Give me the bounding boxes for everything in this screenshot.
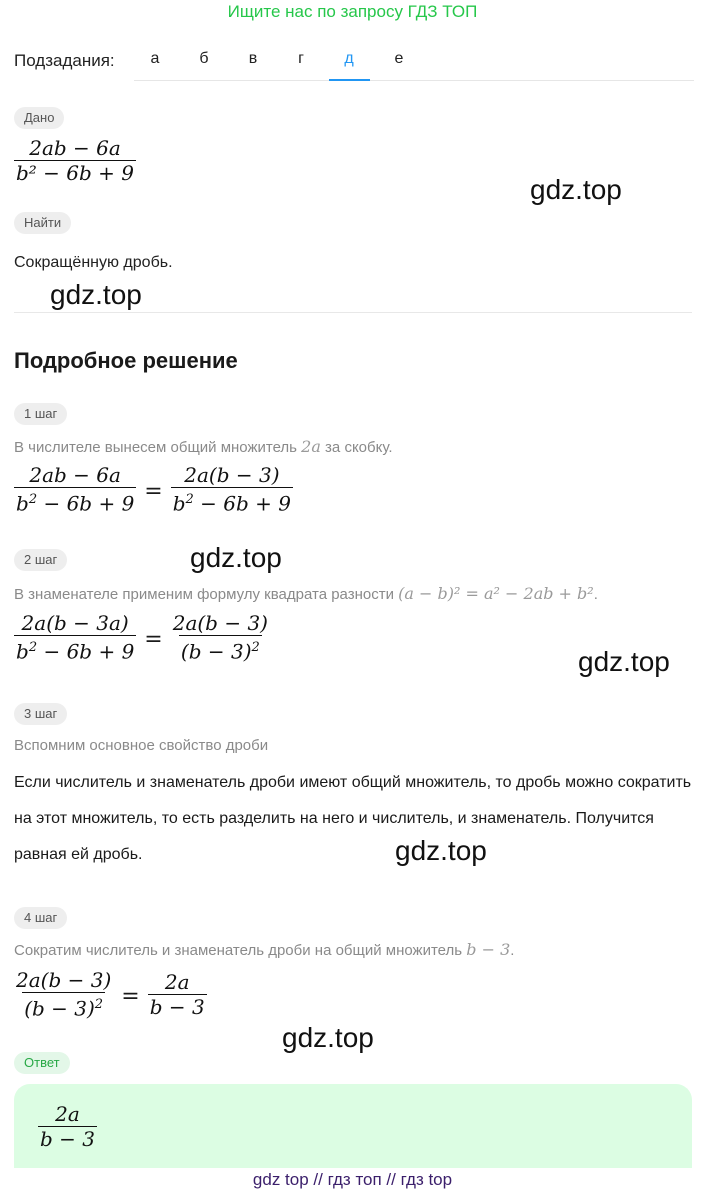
step-4-hint-text: Сократим числитель и знаменатель дроби на общий множитель bbox=[14, 942, 467, 959]
step-2-equation: $\frac{2a(b - 3a)}{b^2 - 6b + 9}$ = $\frac{2a(b - 3)}{(b - 3)^2}$ bbox=[16, 611, 268, 664]
step-1-hint-end: за скобку. bbox=[320, 439, 393, 456]
step-2-hint-text: В знаменателе применим формулу квадрата разности bbox=[14, 586, 399, 603]
find-badge: Найти bbox=[14, 212, 71, 234]
active-tab-indicator bbox=[329, 79, 370, 81]
given-badge: Дано bbox=[14, 107, 64, 129]
subtasks-label: Подзадания: bbox=[14, 51, 115, 70]
answer-denominator: b − 3 bbox=[40, 1127, 95, 1151]
step-1-equation: $\frac{2ab - 6a}{b^2 - 6b + 9}$ = $\frac{2a(b - 3)}{b^2 - 6b + 9}$ bbox=[16, 463, 292, 516]
subtasks-tabs bbox=[134, 46, 694, 81]
answer-box bbox=[14, 1084, 692, 1168]
step-3-rule: Если числитель и знаменатель дроби имеют общий множитель, то дробь можно сократить на этот множитель, то есть разделить на него и числитель, и знаменатель. Получится равная ей дробь. bbox=[14, 774, 692, 863]
tab-g[interactable]: г bbox=[298, 50, 304, 67]
step-1-hint-text: В числителе вынесем общий множитель bbox=[14, 439, 302, 456]
step-2-hint bbox=[14, 584, 598, 603]
tab-e[interactable]: е bbox=[394, 50, 404, 67]
step-1-hint-math: 2a bbox=[301, 437, 321, 456]
solution-title: Подробное решение bbox=[14, 348, 238, 373]
step-4-hint-math: b − 3 bbox=[466, 940, 511, 959]
step-3-hint: Вспомним основное свойство дроби bbox=[14, 737, 269, 754]
tab-v[interactable]: в bbox=[248, 50, 258, 67]
tab-d[interactable]: д bbox=[344, 50, 354, 67]
given-fraction bbox=[14, 136, 136, 185]
section-divider bbox=[14, 312, 692, 313]
step-4-badge: 4 шаг bbox=[14, 907, 67, 929]
watermark: gdz.top bbox=[190, 542, 282, 573]
watermark: gdz.top bbox=[530, 174, 622, 205]
answer-numerator: 2a bbox=[55, 1102, 80, 1126]
step-1-hint bbox=[14, 437, 393, 456]
tab-b[interactable]: б bbox=[199, 50, 209, 67]
step-4-hint bbox=[14, 940, 514, 959]
watermark: gdz.top bbox=[395, 835, 487, 866]
watermark: gdz.top bbox=[50, 279, 142, 310]
watermark: gdz.top bbox=[282, 1022, 374, 1053]
watermark: gdz.top bbox=[578, 646, 670, 677]
step-2-badge: 2 шаг bbox=[14, 549, 67, 571]
given-denominator: b² − 6b + 9 bbox=[16, 161, 135, 185]
tab-a[interactable]: а bbox=[150, 50, 160, 67]
footer-links[interactable]: gdz top // гдз топ // гдз top bbox=[252, 1170, 453, 1189]
step-2-hint-end: . bbox=[593, 586, 598, 603]
promo-banner: Ищите нас по запросу ГДЗ ТОП bbox=[227, 2, 478, 21]
step-4-equation: $\frac{2a(b - 3)}{(b - 3)^2}$ = $\frac{2a}{b - 3}$ bbox=[16, 968, 205, 1021]
step-3-badge: 3 шаг bbox=[14, 703, 67, 725]
step-1-badge: 1 шаг bbox=[14, 403, 67, 425]
given-numerator: 2ab − 6a bbox=[29, 136, 121, 160]
answer-badge: Ответ bbox=[14, 1052, 70, 1074]
find-text: Сокращённую дробь. bbox=[14, 254, 173, 271]
step-2-hint-math: (a − b)² = a² − 2ab + b² bbox=[398, 584, 594, 603]
step-4-hint-end: . bbox=[510, 942, 515, 959]
